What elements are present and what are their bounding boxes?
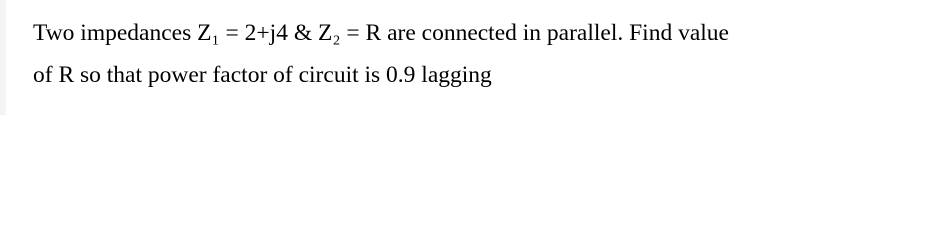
- left-margin-bar: [0, 0, 6, 115]
- question-line-1: Two impedances Z₁ = 2+j4 & Z₂ = R are connected in parallel. Find value: [33, 20, 729, 46]
- question-line-2: of R so that power factor of circuit is 0.9 lagging: [33, 62, 492, 88]
- question-text: [33, 12, 933, 96]
